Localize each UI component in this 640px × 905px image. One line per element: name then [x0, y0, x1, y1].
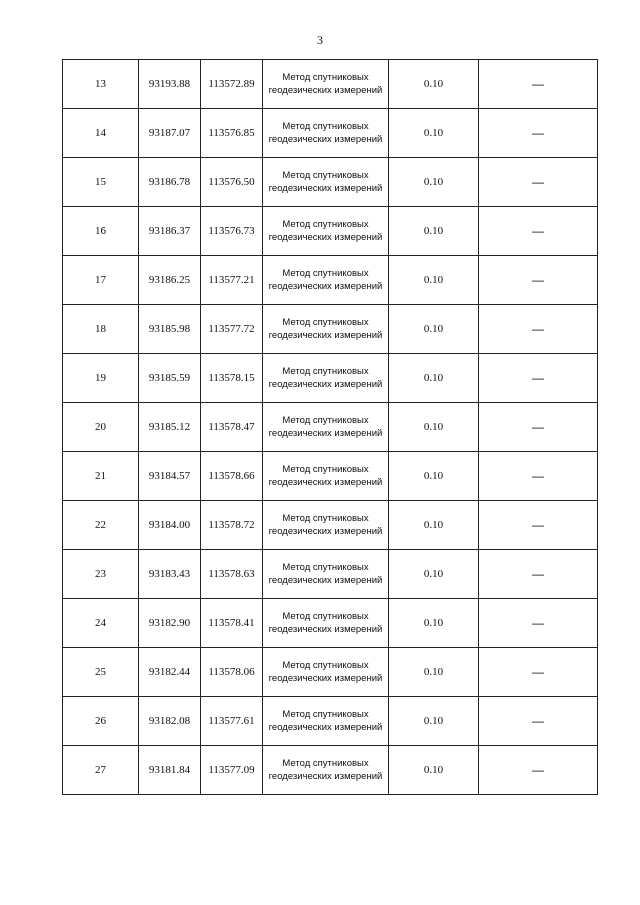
- table-row: [63, 648, 598, 697]
- note-cell: —: [479, 60, 598, 109]
- method-cell: [263, 207, 389, 256]
- method-line-2: геодезических измерений: [268, 624, 383, 635]
- note-cell: —: [479, 697, 598, 746]
- accuracy-cell: 0.10: [389, 256, 479, 305]
- method-line-2: геодезических измерений: [268, 183, 383, 194]
- note-cell: —: [479, 158, 598, 207]
- method-line-1: Метод спутниковых: [282, 268, 369, 279]
- y-coordinate-cell: 113578.47: [201, 403, 263, 452]
- x-coordinate-cell: 93186.78: [139, 158, 201, 207]
- y-coordinate-cell: 113576.73: [201, 207, 263, 256]
- table-row: [63, 305, 598, 354]
- y-coordinate-cell: 113578.72: [201, 501, 263, 550]
- method-line-1: Метод спутниковых: [282, 758, 369, 769]
- y-coordinate-cell: 113578.06: [201, 648, 263, 697]
- method-cell: [263, 648, 389, 697]
- x-coordinate-cell: 93187.07: [139, 109, 201, 158]
- method-line-1: Метод спутниковых: [282, 121, 369, 132]
- note-cell: —: [479, 256, 598, 305]
- table-row: [63, 207, 598, 256]
- accuracy-cell: 0.10: [389, 746, 479, 795]
- y-coordinate-cell: 113578.66: [201, 452, 263, 501]
- accuracy-cell: 0.10: [389, 354, 479, 403]
- table-row: [63, 109, 598, 158]
- method-line-1: Метод спутниковых: [282, 611, 369, 622]
- table-row: [63, 60, 598, 109]
- method-cell: [263, 256, 389, 305]
- method-cell: [263, 697, 389, 746]
- accuracy-cell: 0.10: [389, 109, 479, 158]
- x-coordinate-cell: 93182.90: [139, 599, 201, 648]
- accuracy-cell: 0.10: [389, 403, 479, 452]
- x-coordinate-cell: 93182.08: [139, 697, 201, 746]
- method-line-2: геодезических измерений: [268, 85, 383, 96]
- point-number-cell: 14: [63, 109, 139, 158]
- method-cell: [263, 354, 389, 403]
- x-coordinate-cell: 93185.59: [139, 354, 201, 403]
- point-number-cell: 18: [63, 305, 139, 354]
- method-line-1: Метод спутниковых: [282, 709, 369, 720]
- accuracy-cell: 0.10: [389, 60, 479, 109]
- x-coordinate-cell: 93184.00: [139, 501, 201, 550]
- y-coordinate-cell: 113577.72: [201, 305, 263, 354]
- method-line-2: геодезических измерений: [268, 673, 383, 684]
- table-row: [63, 550, 598, 599]
- y-coordinate-cell: 113577.61: [201, 697, 263, 746]
- note-cell: —: [479, 746, 598, 795]
- method-line-1: Метод спутниковых: [282, 219, 369, 230]
- method-line-2: геодезических измерений: [268, 477, 383, 488]
- point-number-cell: 25: [63, 648, 139, 697]
- x-coordinate-cell: 93183.43: [139, 550, 201, 599]
- method-cell: [263, 158, 389, 207]
- point-number-cell: 15: [63, 158, 139, 207]
- y-coordinate-cell: 113572.89: [201, 60, 263, 109]
- method-cell: [263, 305, 389, 354]
- note-cell: —: [479, 403, 598, 452]
- x-coordinate-cell: 93185.12: [139, 403, 201, 452]
- note-cell: —: [479, 599, 598, 648]
- table-row: [63, 697, 598, 746]
- method-line-1: Метод спутниковых: [282, 513, 369, 524]
- x-coordinate-cell: 93182.44: [139, 648, 201, 697]
- y-coordinate-cell: 113576.85: [201, 109, 263, 158]
- table-row: [63, 452, 598, 501]
- x-coordinate-cell: 93193.88: [139, 60, 201, 109]
- note-cell: —: [479, 501, 598, 550]
- point-number-cell: 27: [63, 746, 139, 795]
- method-line-1: Метод спутниковых: [282, 660, 369, 671]
- method-line-1: Метод спутниковых: [282, 317, 369, 328]
- coordinates-table-body: [63, 60, 598, 795]
- accuracy-cell: 0.10: [389, 550, 479, 599]
- point-number-cell: 24: [63, 599, 139, 648]
- method-line-2: геодезических измерений: [268, 771, 383, 782]
- y-coordinate-cell: 113578.15: [201, 354, 263, 403]
- table-row: [63, 599, 598, 648]
- method-cell: [263, 452, 389, 501]
- method-line-1: Метод спутниковых: [282, 415, 369, 426]
- method-cell: [263, 109, 389, 158]
- method-cell: [263, 403, 389, 452]
- method-line-1: Метод спутниковых: [282, 464, 369, 475]
- accuracy-cell: 0.10: [389, 158, 479, 207]
- method-line-1: Метод спутниковых: [282, 170, 369, 181]
- point-number-cell: 20: [63, 403, 139, 452]
- method-line-2: геодезических измерений: [268, 281, 383, 292]
- point-number-cell: 21: [63, 452, 139, 501]
- method-line-2: геодезических измерений: [268, 428, 383, 439]
- method-line-2: геодезических измерений: [268, 379, 383, 390]
- method-line-1: Метод спутниковых: [282, 562, 369, 573]
- note-cell: —: [479, 550, 598, 599]
- method-line-2: геодезических измерений: [268, 526, 383, 537]
- y-coordinate-cell: 113577.21: [201, 256, 263, 305]
- accuracy-cell: 0.10: [389, 207, 479, 256]
- table-row: [63, 158, 598, 207]
- method-line-2: геодезических измерений: [268, 134, 383, 145]
- method-line-2: геодезических измерений: [268, 232, 383, 243]
- x-coordinate-cell: 93181.84: [139, 746, 201, 795]
- point-number-cell: 16: [63, 207, 139, 256]
- point-number-cell: 17: [63, 256, 139, 305]
- x-coordinate-cell: 93184.57: [139, 452, 201, 501]
- x-coordinate-cell: 93185.98: [139, 305, 201, 354]
- note-cell: —: [479, 648, 598, 697]
- y-coordinate-cell: 113576.50: [201, 158, 263, 207]
- note-cell: —: [479, 354, 598, 403]
- accuracy-cell: 0.10: [389, 697, 479, 746]
- accuracy-cell: 0.10: [389, 452, 479, 501]
- table-row: [63, 256, 598, 305]
- accuracy-cell: 0.10: [389, 305, 479, 354]
- note-cell: —: [479, 109, 598, 158]
- method-cell: [263, 60, 389, 109]
- table-row: [63, 403, 598, 452]
- point-number-cell: 13: [63, 60, 139, 109]
- page-number: 3: [317, 33, 323, 47]
- y-coordinate-cell: 113578.63: [201, 550, 263, 599]
- point-number-cell: 19: [63, 354, 139, 403]
- table-row: [63, 746, 598, 795]
- x-coordinate-cell: 93186.25: [139, 256, 201, 305]
- x-coordinate-cell: 93186.37: [139, 207, 201, 256]
- method-line-1: Метод спутниковых: [282, 72, 369, 83]
- note-cell: —: [479, 452, 598, 501]
- coordinates-table: [62, 59, 598, 795]
- table-row: [63, 354, 598, 403]
- point-number-cell: 22: [63, 501, 139, 550]
- point-number-cell: 26: [63, 697, 139, 746]
- note-cell: —: [479, 207, 598, 256]
- method-line-2: геодезических измерений: [268, 330, 383, 341]
- point-number-cell: 23: [63, 550, 139, 599]
- y-coordinate-cell: 113577.09: [201, 746, 263, 795]
- method-line-2: геодезических измерений: [268, 575, 383, 586]
- accuracy-cell: 0.10: [389, 501, 479, 550]
- y-coordinate-cell: 113578.41: [201, 599, 263, 648]
- accuracy-cell: 0.10: [389, 599, 479, 648]
- method-line-1: Метод спутниковых: [282, 366, 369, 377]
- method-cell: [263, 550, 389, 599]
- method-cell: [263, 501, 389, 550]
- method-cell: [263, 599, 389, 648]
- note-cell: —: [479, 305, 598, 354]
- table-row: [63, 501, 598, 550]
- method-cell: [263, 746, 389, 795]
- accuracy-cell: 0.10: [389, 648, 479, 697]
- method-line-2: геодезических измерений: [268, 722, 383, 733]
